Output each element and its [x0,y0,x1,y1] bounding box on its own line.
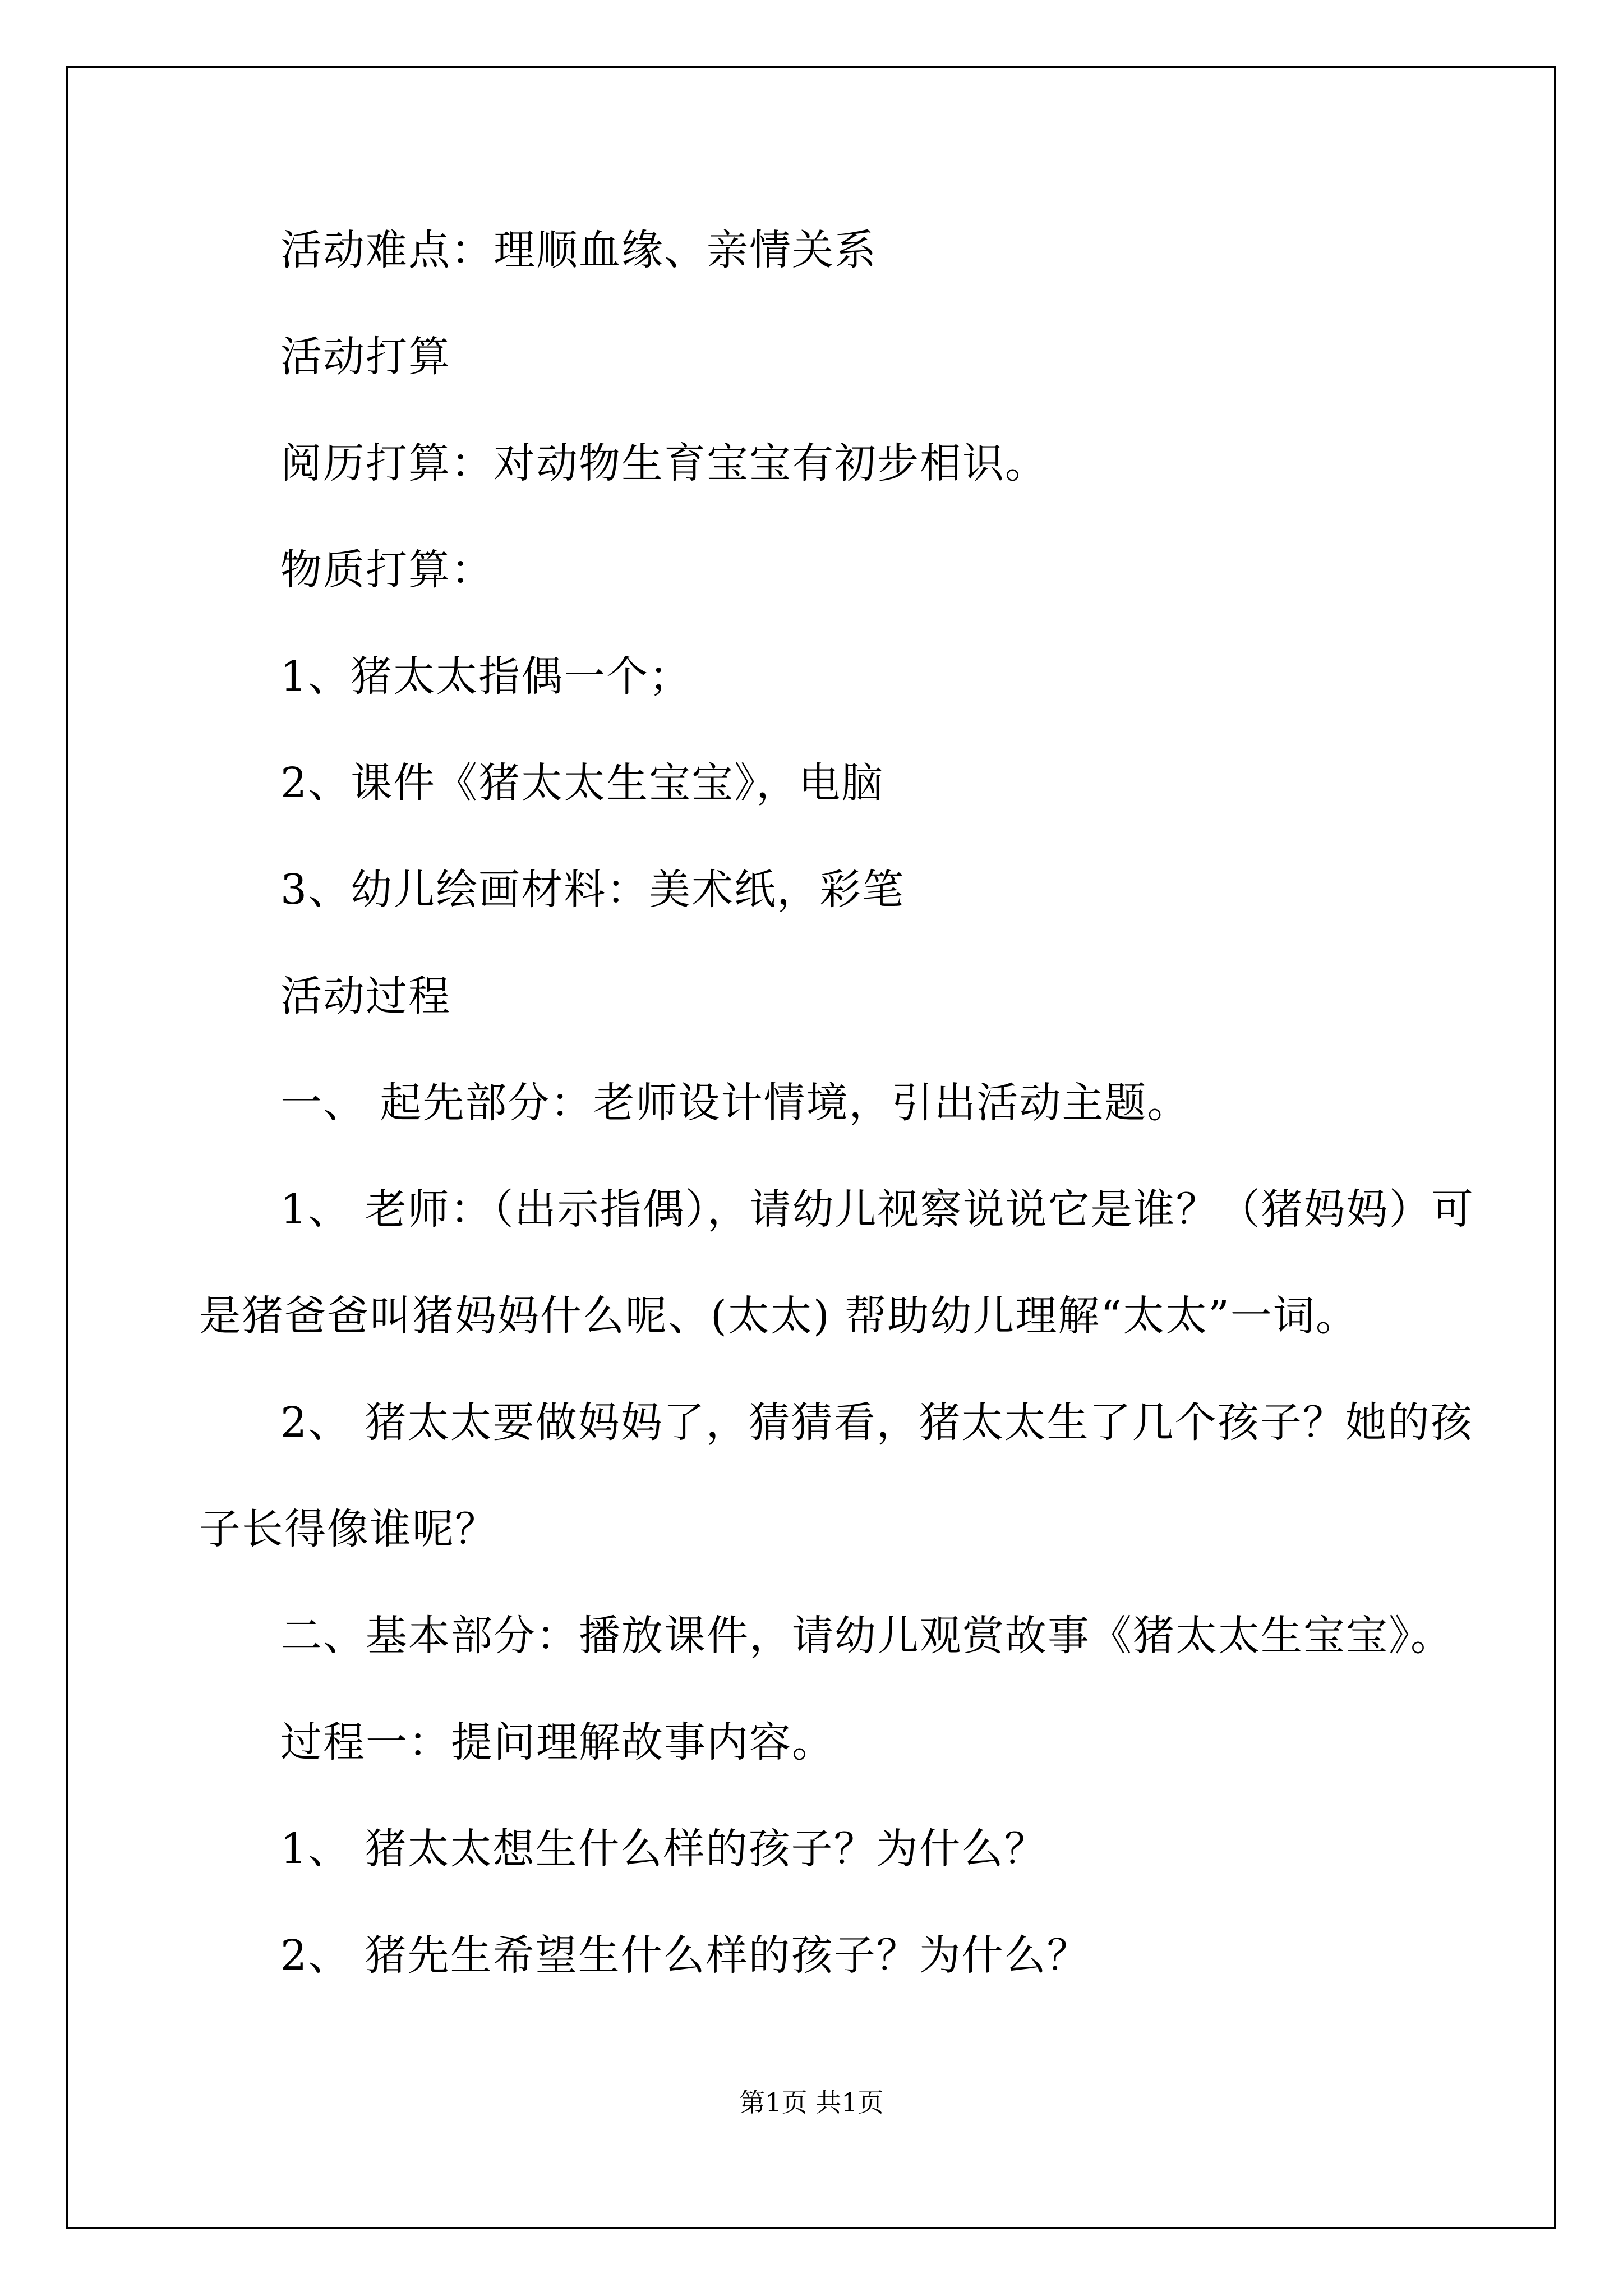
text-line: 活动打算 [280,333,451,381]
text-line: 1、 猪太太想生什么样的孩子？为什么？ [280,1825,1047,1873]
text-line: 2、 猪先生希望生什么样的孩子？为什么？ [280,1931,1090,1980]
text-line: 过程一：提问理解故事内容。 [280,1718,834,1766]
text-line: 阅历打算：对动物生育宝宝有初步相识。 [280,439,1048,487]
text-line: 活动难点：理顺血缘、亲情关系 [280,226,877,274]
text-line: 活动过程 [280,972,451,1020]
text-line: 2、课件《猪太太生宝宝》，电脑 [280,759,884,807]
text-line: 1、 老师：（出示指偶），请幼儿视察说说它是谁？（猪妈妈）可 [280,1185,1474,1234]
text-line: 是猪爸爸叫猪妈妈什么呢、(太太) 帮助幼儿理解“太太”一词。 [199,1292,1358,1340]
page-footer: 第1页 共1页 [739,2087,884,2118]
page-border [66,66,1556,2229]
text-line: 1、猪太太指偶一个； [280,652,692,701]
text-line: 2、 猪太太要做妈妈了，猜猜看，猪太太生了几个孩子？她的孩 [280,1398,1473,1447]
text-line: 一、 起先部分：老师设计情境，引出活动主题。 [280,1079,1190,1127]
text-line: 二、基本部分：播放课件，请幼儿观赏故事《猪太太生宝宝》。 [280,1612,1453,1660]
text-line: 3、幼儿绘画材料：美术纸，彩笔 [280,866,905,914]
text-line: 物质打算： [280,546,494,594]
text-line: 子长得像谁呢？ [199,1505,497,1553]
